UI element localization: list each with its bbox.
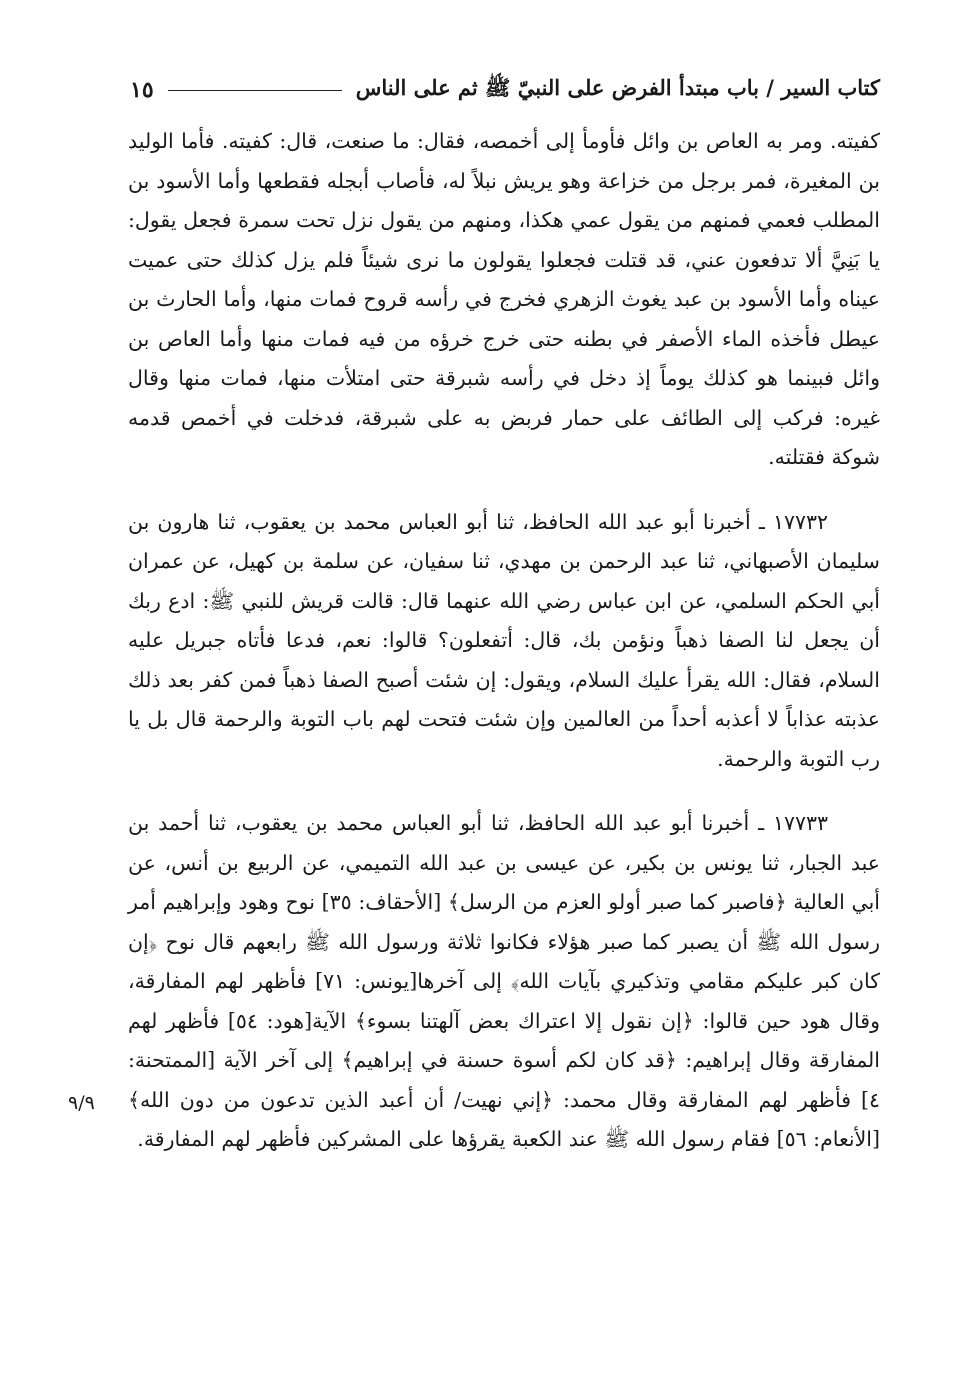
margin-note: ٩/٩	[68, 1092, 95, 1114]
paragraph-hadith-17732: ١٧٧٣٢ ـ أخبرنا أبو عبد الله الحافظ، ثنا أبو العباس محمد بن يعقوب، ثنا هارون بن سليمان الأصبهاني، ثنا عبد الرحمن بن مهدي، ثنا سفيان، عن سلمة بن كهيل، عن عمران أبي الحكم السلمي، عن ابن عباس رضي الله عنهما قال: قالت قريش للنبي ﷺ: ادع ربك أن يجعل لنا الصفا ذهباً ونؤمن بك، قال: أتفعلون؟ قالوا: نعم، فدعا فأتاه جبريل عليه السلام، فقال: الله يقرأ عليك السلام، ويقول: إن شئت أصبح الصفا ذهباً فمن كفر بعد ذلك عذبته عذاباً لا أعذبه أحداً من العالمين وإن شئت فتحت لهم باب التوبة والرحمة قال بل يا رب التوبة والرحمة.	[128, 509, 880, 771]
page-number: ١٥	[130, 77, 154, 103]
header-title: كتاب السير / باب مبتدأ الفرض على النبيّ ﷺ ثم على الناس	[355, 74, 880, 100]
body-text	[128, 122, 880, 1160]
paragraph-continuation: كفيته. ومر به العاص بن وائل فأومأ إلى أخمصه، فقال: ما صنعت، قال: كفيته. فأما الوليد بن المغيرة، فمر برجل من خزاعة وهو يريش نبلاً له، فأصاب أبجله فقطعها وأما الأسود بن المطلب فعمي فمنهم من يقول عمي هكذا، ومنهم من يقول نزل تحت سمرة فجعل يقول: يا بَنِيَّ ألا تدفعون عني، قد قتلت فجعلوا يقولون ما نرى شيئاً فلم يزل كذلك حتى عميت عيناه وأما الأسود بن عبد يغوث الزهري فخرج في رأسه قروح فمات منها، وأما الحارث بن عيطل فأخذه الماء الأصفر في بطنه حتى خرج خرؤه من فيه فمات منها وأما العاص بن وائل فبينما هو كذلك يوماً إذ دخل في رأسه شبرقة حتى امتلأت منها، فمات منها وقال غيره: فركب إلى الطائف على حمار فربض به على شبرقة، فدخلت في أخمص قدمه شوكة فقتلته.	[128, 129, 880, 469]
running-header	[130, 70, 880, 110]
paragraph-hadith-17733: ١٧٧٣٣ ـ أخبرنا أبو عبد الله الحافظ، ثنا أبو العباس محمد بن يعقوب، ثنا أحمد بن عبد الجبار، ثنا يونس بن بكير، عن عيسى بن عبد الله التميمي، عن الربيع بن أنس، عن أبي العالية ﴿فاصبر كما صبر أولو العزم من الرسل﴾ [الأحقاف: ٣٥] نوح وهود وإبراهيم أمر رسول الله ﷺ أن يصبر كما صبر هؤلاء فكانوا ثلاثة ورسول الله ﷺ رابعهم قال نوح ﴿إن كان كبر عليكم مقامي وتذكيري بآيات الله﴾ إلى آخرها[يونس: ٧١] فأظهر لهم المفارقة، وقال هود حين قالوا: ﴿إن نقول إلا اعتراك بعض آلهتنا بسوء﴾ الآية[هود: ٥٤] فأظهر لهم المفارقة وقال إبراهيم: ﴿قد كان لكم أسوة حسنة في إبراهيم﴾ إلى آخر الآية [الممتحنة: ٤] فأظهر لهم المفارقة وقال محمد: ﴿إني نهيت/ أن أعبد الذين تدعون من دون الله﴾ [الأنعام: ٥٦] فقام رسول الله ﷺ عند الكعبة يقرؤها على المشركين فأظهر لهم المفارقة.	[128, 811, 880, 1151]
header-rule	[168, 90, 342, 91]
